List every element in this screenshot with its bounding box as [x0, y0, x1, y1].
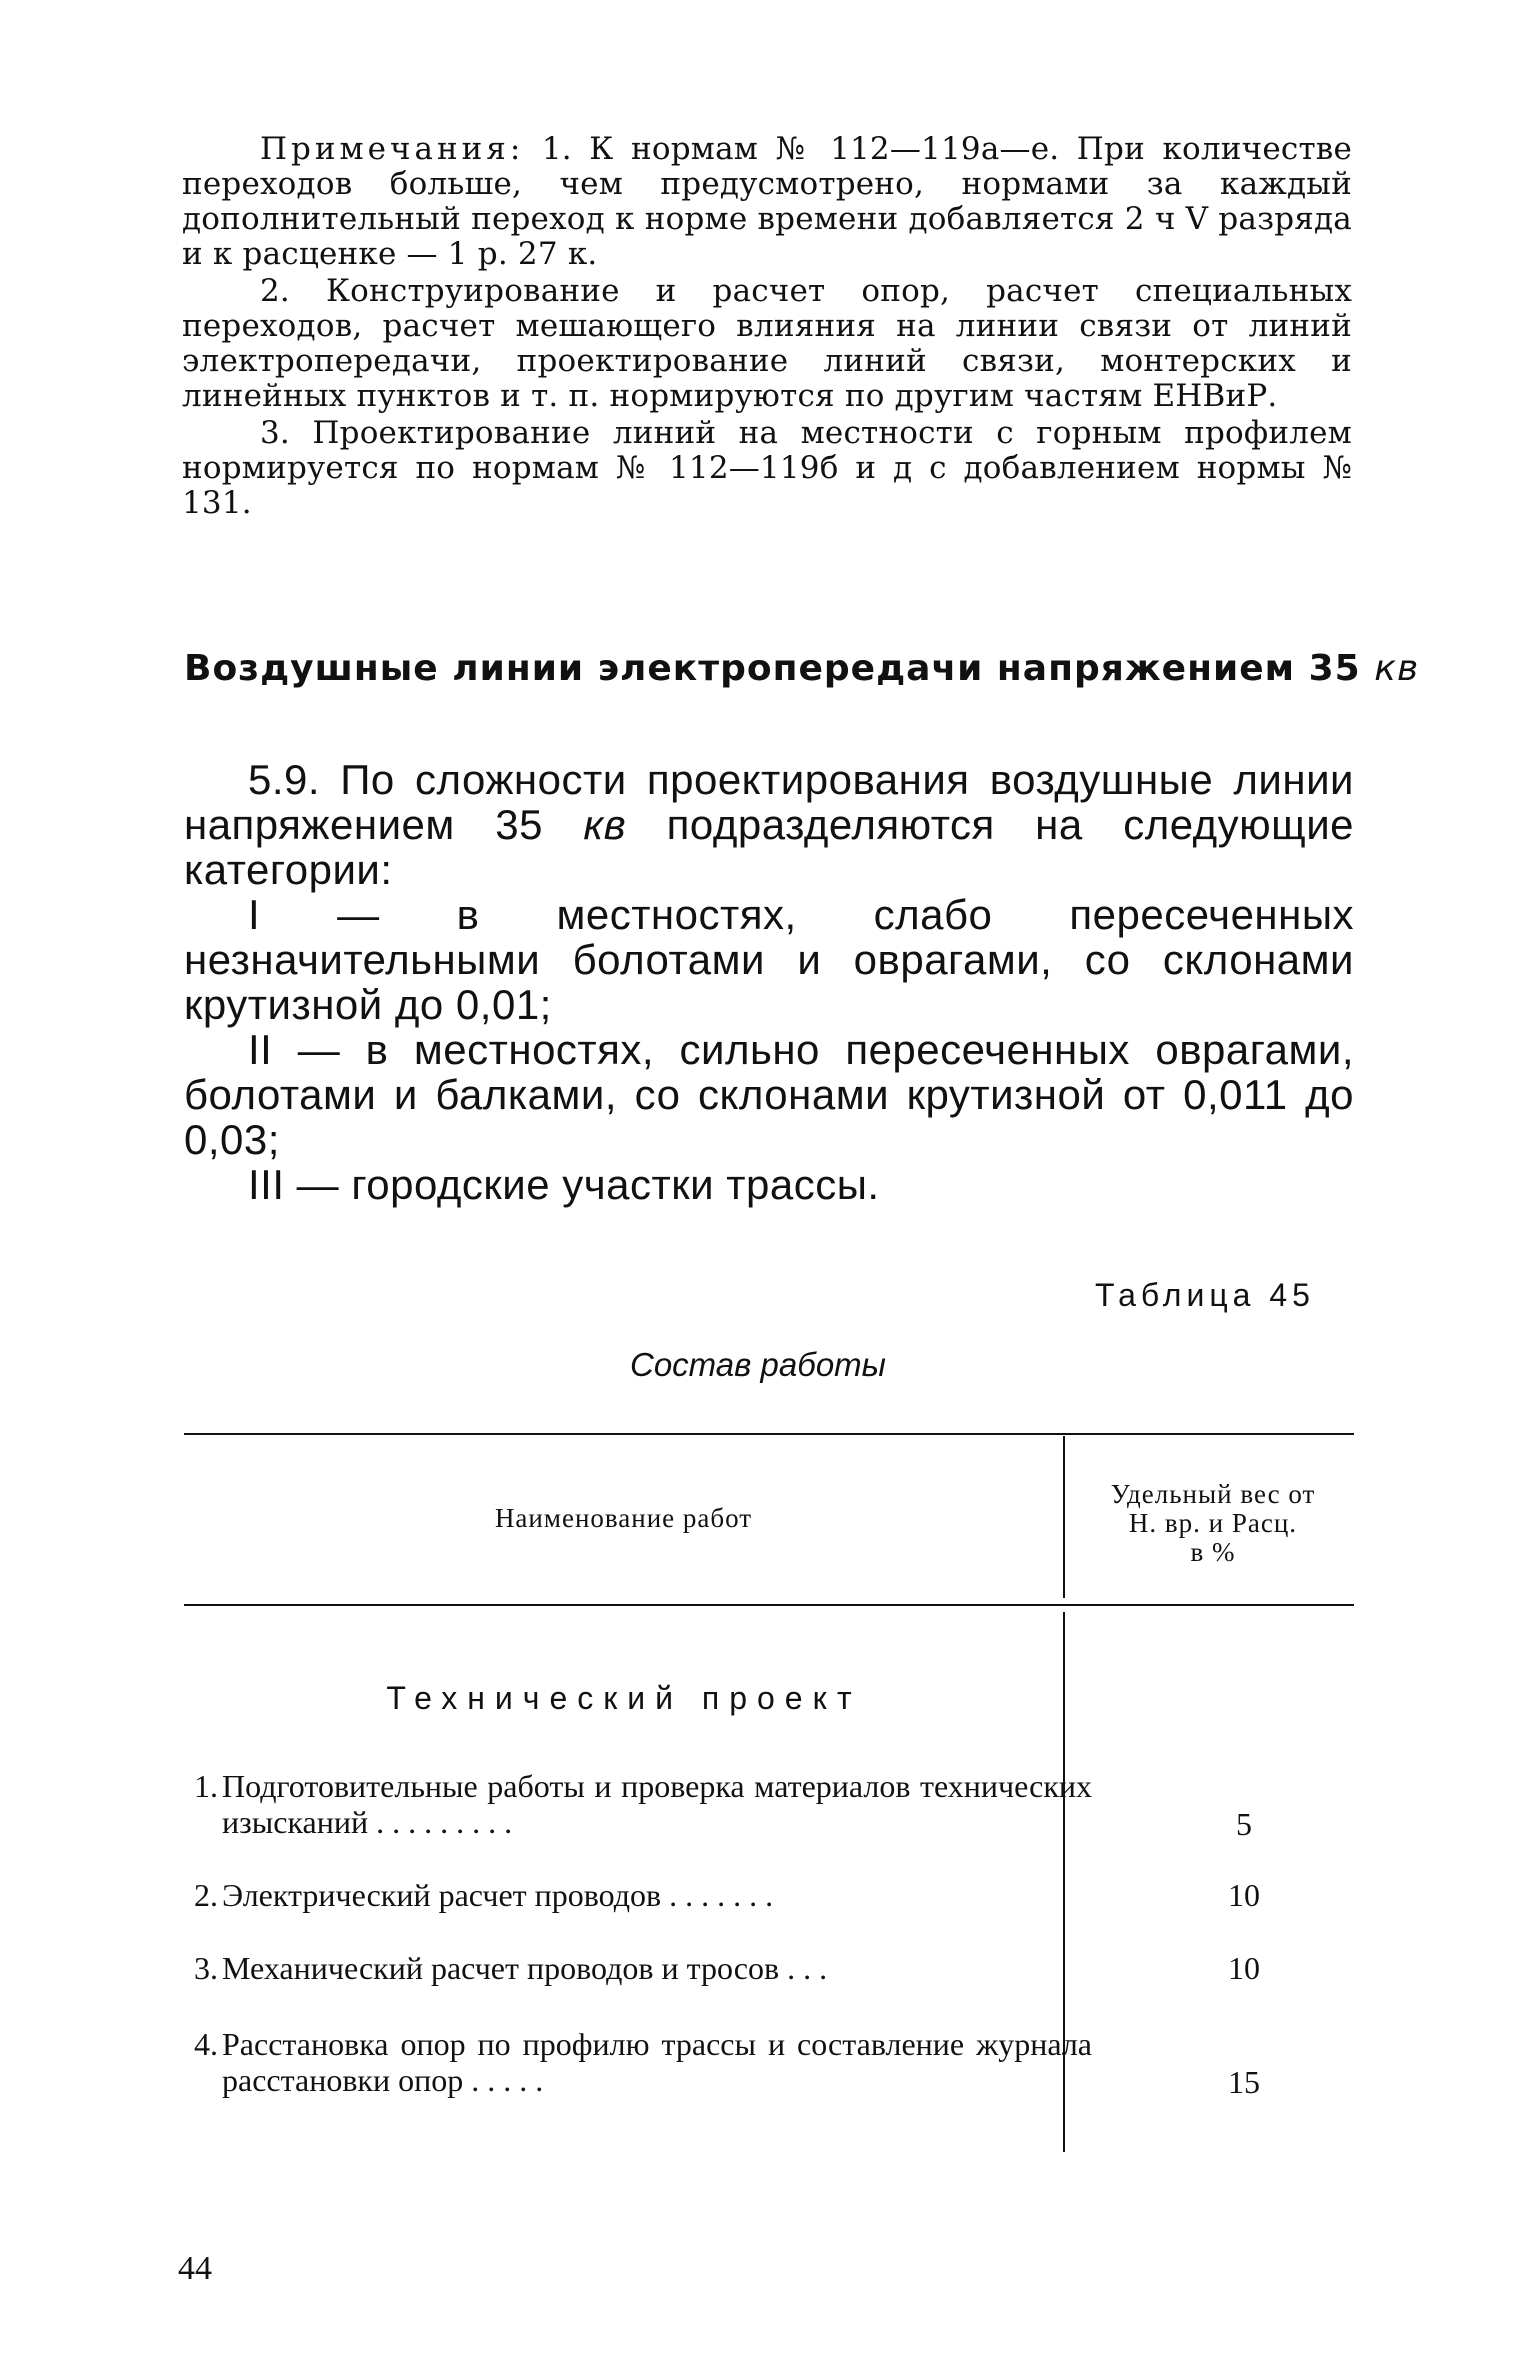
paragraph-5-9-start: 5.9. По сложности проектирования воздушные линии напряжением 35	[184, 756, 1354, 848]
note-1-text: 1. К нормам № 112—119а—е. При количестве переходов больше, чем предусмотрено, нормами за каждый дополнительный переход к норме времени добавляется 2 ч V разряда и к расценке — 1 р. 27 к.	[182, 131, 1352, 272]
page-number: 44	[178, 2250, 212, 2287]
table-caption: Состав работы	[630, 1346, 886, 1383]
note-2: 2. Конструирование и расчет опор, расчет специальных переходов, расчет мешающего влияния на линии связи от линий электропередачи, проектирование линий связи, монтерских и линейных пунктов и т. п. нормируются по другим частям ЕНВиР.	[182, 273, 1352, 414]
row-value: 10	[1228, 1950, 1260, 1986]
table-header-divider	[1063, 1436, 1065, 1598]
table-top-rule	[184, 1433, 1354, 1435]
category-3: III — городские участки трассы.	[248, 1161, 880, 1208]
col-header-share-line2: Н. вр. и Расц.	[1128, 1508, 1298, 1538]
section-title-unit: кв	[1374, 648, 1420, 689]
row-number: 2.	[194, 1877, 218, 1913]
row-value: 15	[1228, 2064, 1260, 2100]
notes-label: Примечания:	[260, 131, 525, 167]
row-text: Электрический расчет проводов . . . . . . .	[222, 1877, 774, 1913]
col-header-name: Наименование работ	[494, 1503, 753, 1533]
row-text: Механический расчет проводов и тросов . . .	[222, 1950, 828, 1986]
section-title-text: Воздушные линии электропередачи напряжением 35	[184, 648, 1361, 689]
notes-block	[182, 132, 1352, 521]
row-number: 3.	[194, 1950, 218, 1986]
category-1: I — в местностях, слабо пересеченных незначительными болотами и оврагами, со склонами крутизной до 0,01;	[184, 891, 1354, 1028]
paragraph-5-9	[184, 757, 1354, 892]
paragraph-5-9-unit: кв	[583, 801, 627, 848]
section-title	[184, 648, 1420, 690]
paragraph-5-9-end: подразделяются на следующие категории:	[184, 801, 1355, 893]
row-value: 5	[1236, 1806, 1252, 1842]
category-2: II — в местностях, сильно пересеченных оврагами, болотами и балками, со склонами крутизной от 0,011 до 0,03;	[184, 1026, 1354, 1163]
row-number: 4.	[194, 2026, 218, 2062]
col-header-share	[1068, 1480, 1358, 1567]
col-header-share-line1: Удельный вес от	[1110, 1479, 1316, 1509]
note-3: 3. Проектирование линий на местности с горным профилем нормируется по нормам № 112—119б и д с добавлением нормы № 131.	[182, 415, 1352, 521]
row-value: 10	[1228, 1877, 1260, 1913]
group-heading: Технический проект	[386, 1680, 862, 1716]
table-header-rule	[184, 1604, 1354, 1606]
row-text: Расстановка опор по профилю трассы и составление журнала расстановки опор . . . . .	[222, 2026, 1092, 2098]
body-paragraphs	[184, 757, 1354, 1207]
row-text: Подготовительные работы и проверка материалов технических изысканий . . . . . . . . .	[222, 1768, 1092, 1840]
table-label: Таблица 45	[1095, 1277, 1315, 1313]
note-1	[182, 132, 1352, 272]
row-number: 1.	[194, 1768, 218, 1804]
col-header-share-line3: в %	[1190, 1537, 1236, 1567]
